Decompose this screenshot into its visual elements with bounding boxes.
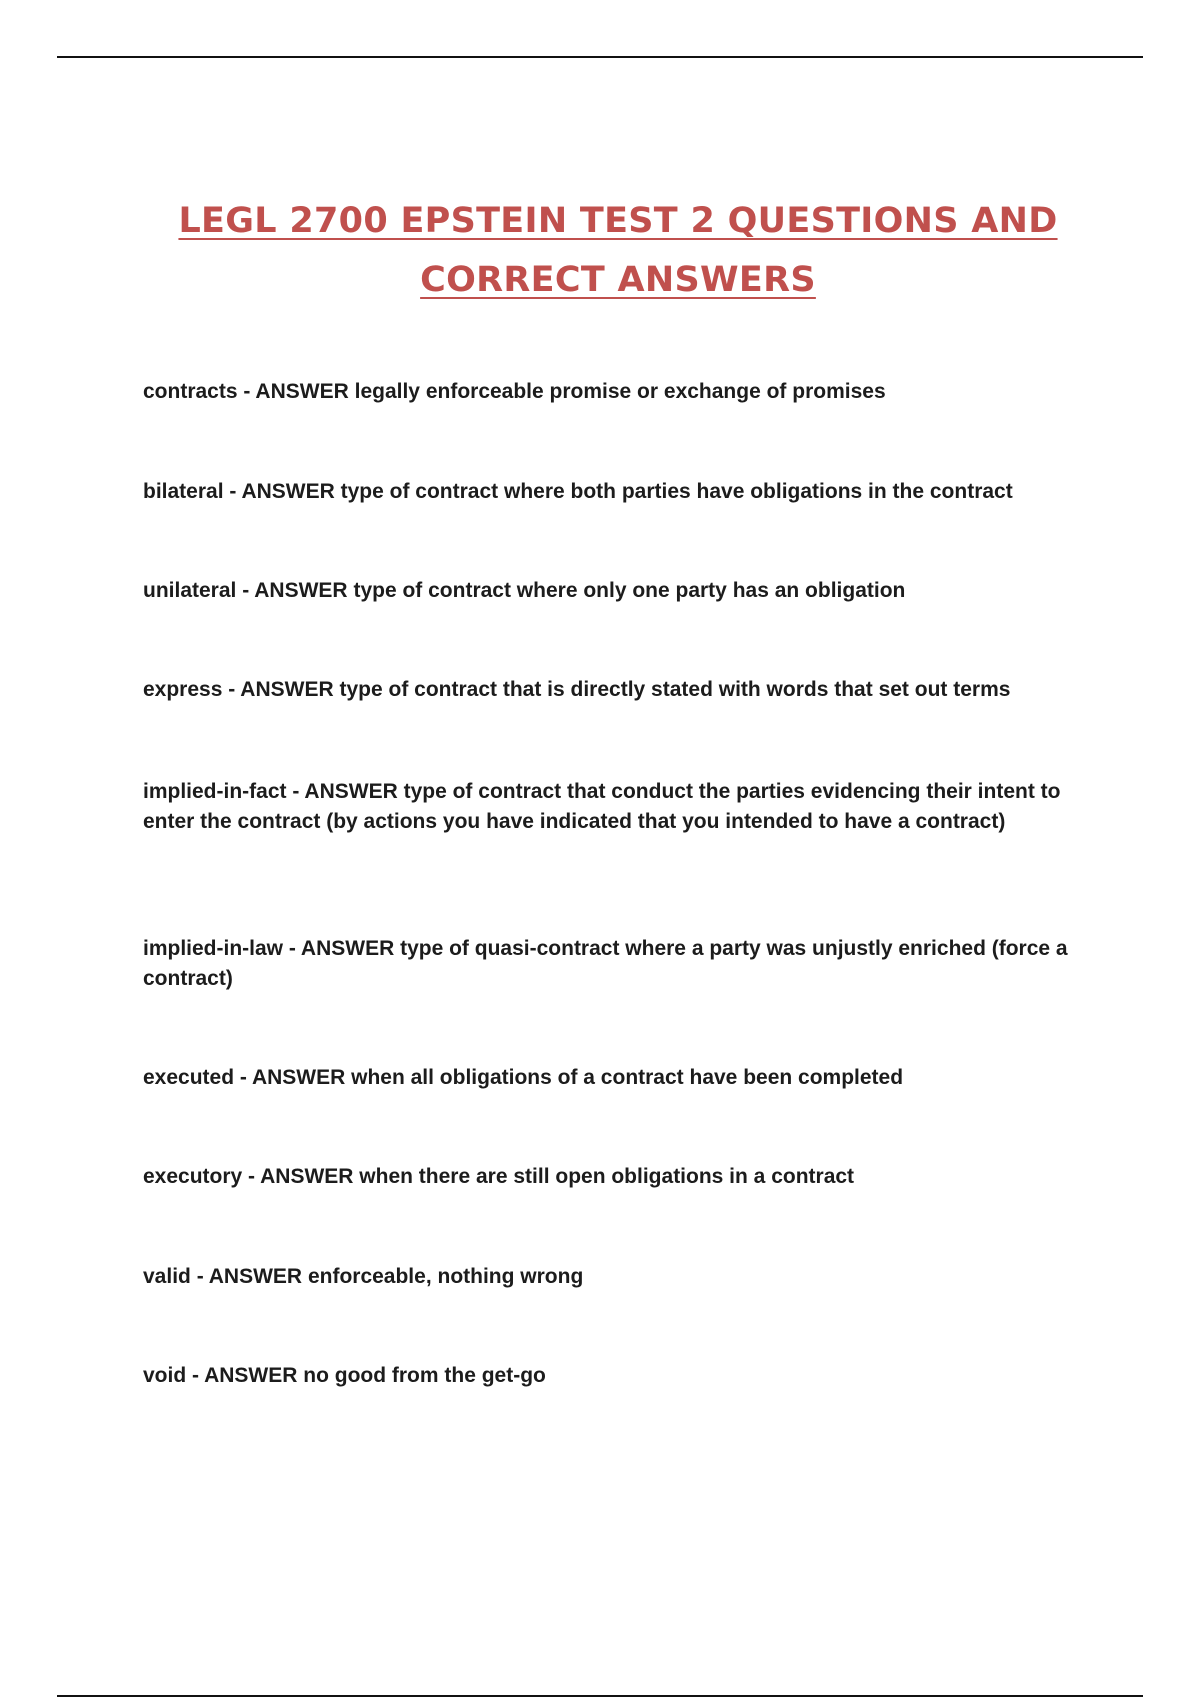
bottom-rule: [57, 1695, 1143, 1697]
qa-term: void: [143, 1364, 187, 1387]
qa-item-valid: valid - ANSWER enforceable, nothing wrong: [143, 1265, 584, 1288]
title-line-1: LEGL 2700 EPSTEIN TEST 2 QUESTIONS AND: [178, 201, 1058, 241]
qa-item-implied-in-law: implied-in-law - ANSWER type of quasi-contract where a party was unjustly enriched (force a contract): [143, 937, 1068, 990]
qa-item-express: express - ANSWER type of contract that is directly stated with words that set out terms: [143, 678, 1011, 701]
qa-term: valid: [143, 1265, 191, 1288]
answer-label: ANSWER: [208, 1265, 303, 1288]
qa-definition: no good from the get-go: [303, 1364, 546, 1387]
qa-item-contracts: contracts - ANSWER legally enforceable promise or exchange of promises: [143, 380, 886, 403]
answer-label: ANSWER: [240, 678, 334, 701]
qa-definition: type of contract where only one party has an obligation: [353, 579, 906, 602]
top-rule: [57, 56, 1143, 58]
answer-label: ANSWER: [241, 480, 335, 503]
qa-item-void: void - ANSWER no good from the get-go: [143, 1364, 546, 1387]
answer-label: ANSWER: [255, 380, 349, 403]
qa-definition: type of contract that is directly stated with words that set out terms: [339, 678, 1011, 701]
qa-item-executed: executed - ANSWER when all obligations of a contract have been completed: [143, 1066, 904, 1089]
document-title: [100, 192, 1136, 310]
qa-term: unilateral: [143, 579, 237, 602]
qa-item-bilateral: bilateral - ANSWER type of contract where both parties have obligations in the contract: [143, 480, 1013, 503]
qa-term: bilateral: [143, 480, 224, 503]
qa-item-implied-in-fact: implied-in-fact - ANSWER type of contract that conduct the parties evidencing their intent to enter the contract (by actions you have indicated that you intended to have a contract): [143, 780, 1061, 833]
qa-term: express: [143, 678, 223, 701]
qa-definition: type of contract where both parties have obligations in the contract: [340, 480, 1013, 503]
answer-label: ANSWER: [204, 1364, 298, 1387]
qa-item-unilateral: unilateral - ANSWER type of contract where only one party has an obligation: [143, 579, 906, 602]
answer-label: ANSWER: [254, 579, 348, 602]
qa-term: contracts: [143, 380, 238, 403]
qa-term: executory: [143, 1165, 243, 1188]
answer-label: ANSWER: [251, 1066, 346, 1089]
qa-definition: type of contract that conduct the parties evidencing their intent to enter the contract (by actions you have indicated that you intended to have a contract): [143, 780, 1061, 833]
qa-definition: type of quasi-contract where a party was unjustly enriched (force a contract): [143, 937, 1068, 990]
qa-definition: when there are still open obligations in a contract: [359, 1165, 855, 1188]
answer-label: ANSWER: [260, 1165, 354, 1188]
answer-label: ANSWER: [300, 937, 395, 960]
qa-definition: enforceable, nothing wrong: [307, 1265, 584, 1288]
qa-item-executory: executory - ANSWER when there are still open obligations in a contract: [143, 1165, 855, 1188]
qa-definition: legally enforceable promise or exchange of promises: [354, 380, 886, 403]
qa-definition: when all obligations of a contract have been completed: [351, 1066, 904, 1089]
title-line-2: CORRECT ANSWERS: [420, 260, 816, 300]
qa-term: implied-in-law: [143, 937, 284, 960]
qa-term: executed: [143, 1066, 235, 1089]
qa-term: implied-in-fact: [143, 780, 287, 803]
answer-label: ANSWER: [304, 780, 398, 803]
